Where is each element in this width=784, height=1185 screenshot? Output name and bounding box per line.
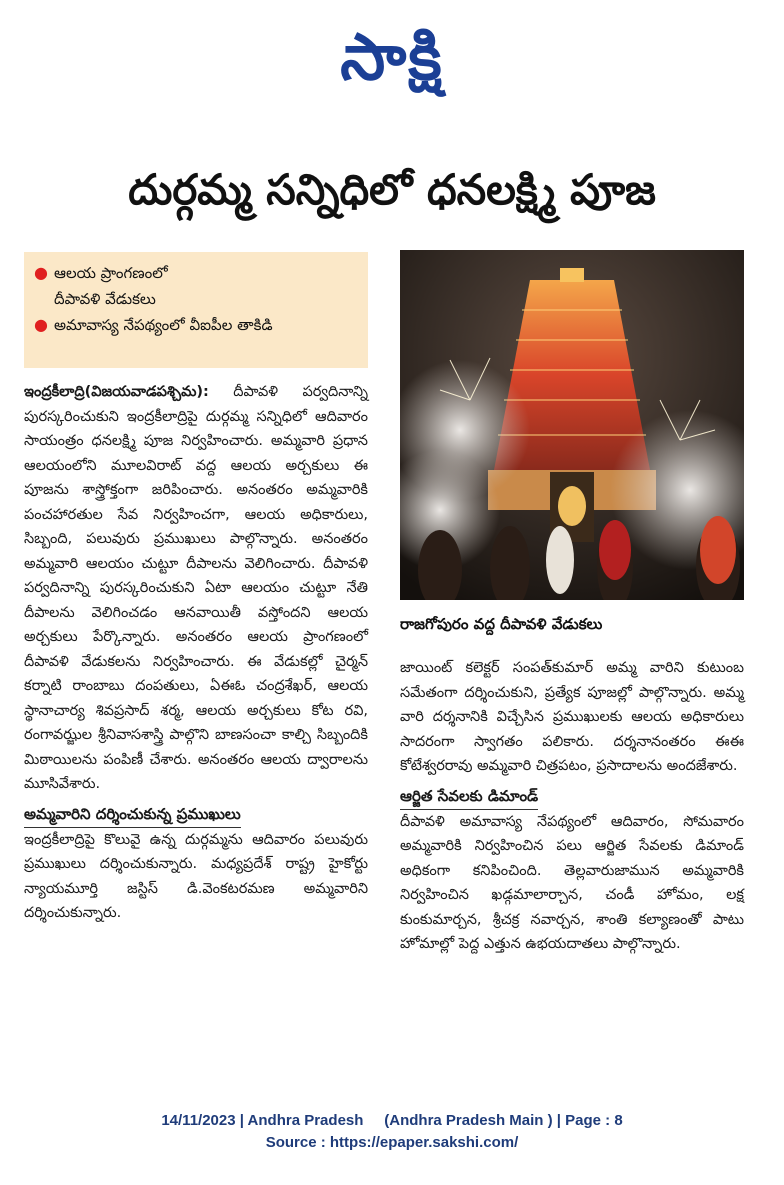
temple-gopuram-photo: [400, 250, 744, 600]
highlight-item-continued: [34, 286, 358, 312]
highlights-box: [24, 252, 368, 368]
highlight-text: ఆలయ ప్రాంగణంలో: [53, 264, 168, 282]
photo-caption: రాజగోపురం వద్ద దీపావళి వేడుకలు: [400, 615, 603, 633]
article-paragraph: [24, 380, 368, 797]
headline: దుర్గమ్మ సన్నిధిలో ధనలక్ష్మి పూజ: [128, 165, 656, 214]
article-text: దీపావళి పర్వదినాన్ని పురస్కరించుకుని ఇంద్రకీలాద్రిపై దుర్గమ్మ సన్నిధిలో ఆదివారం సాయంత్రం ధనలక్ష్మి పూజ నిర్వహించారు. అమ్మవారి ప్రధాన ఆలయంలోని మూలవిరాట్ వద్ద ఆలయ అర్చకులు ఈ పూజను శాస్త్రోక్తంగా జరిపించారు. అనంతరం అమ్మవారికి పంచహారతుల సేవ నిర్వహించగా, ఆలయ అధికారులు, సిబ్బంది, పలువురు ప్రముఖులు పాల్గొన్నారు. అనంతరం అమ్మవారి ఆలయం చుట్టూ దీపాలను వెలిగించారు. దీపావళి పర్వదినాన్ని పురస్కరించుకుని ఏటా ఆలయం చుట్టూ నేతి దీపాలను వెలిగించడం ఆనవాయితీ వస్తోందని ఆలయ అర్చకులు పేర్కొన్నారు. అనంతరం ఆలయ ప్రాంగణంలో దీపావళి వేడుకలను నిర్వహించారు. ఈ వేడుకల్లో చైర్మన్ కర్నాటి రాంబాబు దంపతులు, ఏఈఓ చంద్రశేఖర్, ఆలయ స్థానాచార్య శివప్రసాద్ శర్మ, ఆలయ అర్చకులు కోట రవి, రంగావఝ్జల శ్రీనివాసశాస్త్రి పాల్గొని బాణసంచా కాల్చి సిబ్బందికి మిఠాయిలను పంపిణీ చేశారు. అనంతరం ఆలయ ద్వారాలను మూసివేశారు.: [24, 384, 369, 792]
bullet-icon: ●: [34, 315, 48, 334]
page-footer: [0, 1110, 784, 1154]
highlight-item: [34, 260, 358, 286]
highlight-text: దీపావళి వేడుకలు: [54, 290, 156, 308]
article-paragraph: ఇంద్రకీలాద్రిపై కొలువై ఉన్న దుర్గమ్మను ఆదివారం పలువురు ప్రముఖులు దర్శించుకున్నారు. మధ్యప్రదేశ్ రాష్ట్ర హైకోర్టు న్యాయమూర్తి జస్టిస్ డి.వెంకటరమణ అమ్మవారిని దర్శించుకున్నారు.: [24, 831, 368, 921]
footer-source: Source : https://epaper.sakshi.com/: [265, 1134, 519, 1151]
highlight-item: [34, 312, 358, 338]
article-column-right: [400, 656, 744, 957]
subheading: ఆర్జిత సేవలకు డిమాండ్: [400, 783, 538, 810]
highlight-text: అమావాస్య నేపథ్యంలో వీఐపీల తాకిడి: [53, 316, 273, 334]
article-paragraph: జాయింట్ కలెక్టర్ సంపత్‌కుమార్ అమ్మ వారిని కుటుంబ సమేతంగా దర్శించుకుని, ప్రత్యేక పూజల్లో పాల్గొన్నారు. అమ్మ వారి దర్శనానికి విచ్చేసిన ప్రముఖులకు ఆలయ అధికారులు సాదరంగా స్వాగతం పలికారు. దర్శనానంతరం ఈఈ కోటేశ్వరరావు అమ్మవారి చిత్రపటం, ప్రసాదాలను అందజేశారు.: [400, 660, 744, 774]
subheading: అమ్మవారిని దర్శించుకున్న ప్రముఖులు: [24, 801, 241, 828]
dateline: ఇంద్రకీలాద్రి(విజయవాడపశ్చిమ):: [24, 384, 209, 400]
photo-illustration: [400, 250, 744, 600]
article-column-left: [24, 380, 368, 926]
masthead-logo: సాక్షి: [340, 21, 444, 95]
bullet-icon: ●: [34, 263, 48, 282]
article-paragraph: దీపావళి అమావాస్య నేపథ్యంలో ఆదివారం, సోమవారం అమ్మవారికి నిర్వహించిన పలు ఆర్జిత సేవలకు డిమాండ్ అధికంగా కనిపించింది. తెల్లవారుజామున అమ్మవారికి నిర్వహించిన ఖడ్గమాలార్చాన, చండీ హోమం, లక్ష కుంకుమార్చన, శ్రీచక్ర నవార్చన, శాంతి కల్యాణంతో పాటు హోమాల్లో పెద్ద ఎత్తున ఉభయదాతలు పాల్గొన్నారు.: [400, 813, 744, 952]
footer-date-edition: 14/11/2023 | Andhra Pradesh (Andhra Pradesh Main ) | Page : 8: [161, 1112, 623, 1129]
